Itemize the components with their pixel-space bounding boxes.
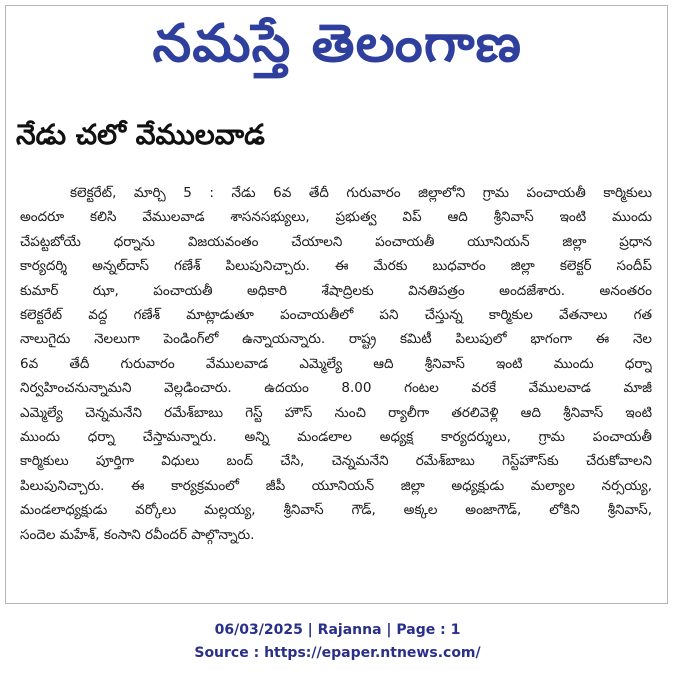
clipping-frame <box>5 5 668 604</box>
article-line: అందరూ కలిసి వేములవాడ శాసనసభ్యులు, ప్రభుత్వ విప్ ఆది శ్రీనివాస్ ఇంటి ముందు <box>20 209 652 226</box>
article-line: కుమార్ ఝా, పంచాయతీ అధికారి శేషాద్రిలకు వినతిపత్రం అందజేశారు. అనంతరం <box>20 282 652 299</box>
source-line: Source : https://epaper.ntnews.com/ <box>194 645 481 661</box>
article-line: కార్మికులు పూర్తిగా విధులు బంద్ చేసి, చెన్నమనేని రమేశ్‌బాబు గెస్ట్‌హౌస్‌కు చేరుకోవాలని <box>20 453 652 470</box>
article-line: 6వ తేదీ గురువారం వేములవాడ ఎమ్మెల్యే ఆది శ్రీనివాస్ ఇంటి ముందు ధర్నా <box>20 355 652 372</box>
article-line: చేపట్టబోయే ధర్నాను విజయవంతం చేయాలని పంచాయతీ యూనియన్ జిల్లా ప్రధాన <box>20 233 652 250</box>
article-body <box>20 181 652 547</box>
article-line: సందెల మహేశ్, కంసాని రవీందర్ పాల్గొన్నారు. <box>20 526 255 543</box>
article-line: నాలుగైదు నెలలుగా పెండింగ్‌లో ఉన్నాయన్నారు. రాష్ట్ర కమిటీ పిలుపులో భాగంగా ఈ నెల <box>20 331 652 348</box>
article-line: ఎమ్మెల్యే చెన్నమనేని రమేశ్‌బాబు గెస్ట్ హౌస్ నుంచి ర్యాలీగా తరలివెళ్లి ఆది శ్రీనివాస్ ఇంటి <box>20 404 652 421</box>
edition-date-line: 06/03/2025 | Rajanna | Page : 1 <box>214 622 461 638</box>
masthead-logo-text: నమస్తే తెలంగాణ <box>152 13 523 74</box>
article-line: పిలుపునిచ్చారు. ఈ కార్యక్రమంలో జీపీ యూనియన్ జిల్లా అధ్యక్షుడు మల్యాల నర్సయ్య, <box>20 477 652 494</box>
article-headline: నేడు చలో వేములవాడ <box>16 118 265 151</box>
article-line: కార్యదర్శి అన్నల్‌దాస్ గణేశ్ పిలుపునిచ్చారు. ఈ మేరకు బుధవారం జిల్లా కలెక్టర్ సందీప్ <box>20 258 652 275</box>
article-line: మండలాధ్యక్షుడు వర్కోలు మల్లయ్య, శ్రీనివాస్ గౌడ్, అక్కల అంజాగౌడ్, లోకిని శ్రీనివాస్, <box>20 502 652 519</box>
article-line: కలెక్టరేట్ వద్ద గణేశ్ మాట్లాడుతూ పంచాయతీలో పని చేస్తున్న కార్మికుల వేతనాలు గత <box>20 307 652 324</box>
newspaper-masthead <box>6 8 668 92</box>
article-line: ముందు ధర్నా చేస్తామన్నారు. అన్ని మండలాల అధ్యక్ష కార్యదర్శులు, గ్రామ పంచాయతీ <box>20 429 652 446</box>
article-line: నిర్వహించనున్నామని వెల్లడించారు. ఉదయం 8.00 గంటల వరకే వేములవాడ మాజీ <box>20 380 652 397</box>
article-line: కలెక్టరేట్, మార్చి 5 : నేడు 6వ తేదీ గురువారం జిల్లాలోని గ్రామ పంచాయతీ కార్మికులు <box>70 185 652 201</box>
